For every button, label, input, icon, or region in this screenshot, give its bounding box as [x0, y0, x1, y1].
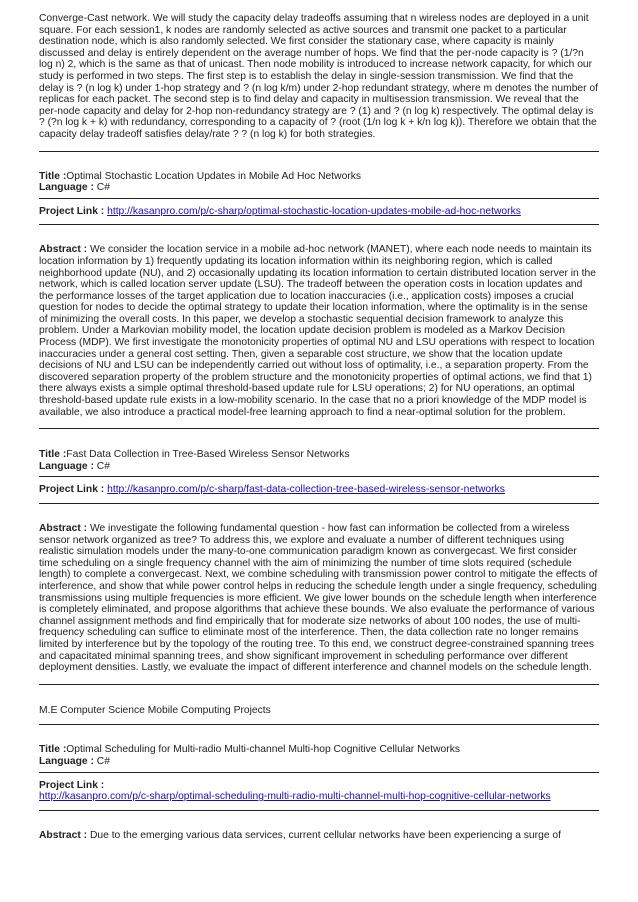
project-title: Optimal Scheduling for Multi-radio Multi-channel Multi-hop Cognitive Cellular Networks — [66, 744, 461, 756]
divider — [39, 224, 599, 225]
project-title-line — [39, 744, 599, 756]
abstract-label: Abstract : — [39, 829, 88, 841]
project-abstract — [39, 523, 599, 674]
project-title-line — [39, 449, 599, 461]
project-link-label: Project Link : — [39, 484, 105, 496]
project-abstract-text: We investigate the following fundamental question - how fast can information be collected from a wireless sensor network organized as tree? To address this, we explore and evaluate a number of different techniques using realistic simulation models under the many-to-one communication paradigm known as convergecast. We first consider time scheduling on a single frequency channel with the aim of minimizing the number of time slots required (schedule length) to complete a convergecast. Next, we combine scheduling with transmission power control to mitigate the effects of interference, and show that while power control helps in reducing the schedule length under a single frequency, scheduling transmissions using multiple frequencies is more efficient. We give lower bounds on the schedule length when interference is completely eliminated, and propose algorithms that achieve these bounds. We also evaluate the performance of various channel assignment methods and find empirically that for moderate size networks of about 100 nodes, the use of multi-frequency scheduling can suffice to eliminate most of the interference. Then, the data collection rate no longer remains limited by interference but by the topology of the routing tree. To this end, we construct degree-constrained spanning trees and capacitated minimal spanning trees, and show significant improvement in scheduling performance over different deployment densities. Lastly, we evaluate the impact of different interference and channel models on the schedule length. — [39, 523, 598, 674]
title-label: Title : — [39, 170, 67, 182]
project-language-line — [39, 461, 599, 473]
document-content — [39, 13, 599, 841]
abstract-label: Abstract : — [39, 523, 88, 534]
project-link-label: Project Link : — [39, 779, 105, 791]
title-label: Title : — [39, 449, 67, 461]
project-title-line — [39, 171, 599, 183]
project-language-line — [39, 756, 599, 768]
project-abstract-text: Due to the emerging various data services, current cellular networks have been experiencing a surge of — [89, 829, 561, 841]
project-link[interactable]: http://kasanpro.com/p/c-sharp/fast-data-collection-tree-based-wireless-sensor-networks — [107, 484, 505, 496]
divider — [39, 503, 599, 504]
title-label: Title : — [39, 744, 67, 756]
intro-abstract-text: Converge-Cast network. We will study the capacity delay tradeoffs assuming that n wireless nodes are deployed in a unit square. For each session1, k nodes are randomly selected as active sources and transmit one packet to a particular destination node, which is also randomly selected. We first consider the stationary case, where capacity is mainly discussed and delay is entirely dependent on the average number of hops. We find that the per-node capacity is ? (1/?n log n) 2, which is the same as that of unicast. Then node mobility is introduced to increase network capacity, for which our study is performed in two steps. The first step is to establish the delay in single-session transmission. We find that the delay is ? (n log k) under 1-hop strategy and ? (n log k/m) under 2-hop redundant strategy, where m denotes the number of replicas for each packet. The second step is to find delay and capacity in multisession transmission. We reveal that the per-node capacity and delay for 2-hop non-redundancy strategy are ? (1) and ? (n log k) respectively. The optimal delay is ? (?n log k + k) with redundancy, corresponding to a capacity of ? (root (1/n log k + k/n log k)). Therefore we obtain that the capacity delay tradeoff satisfies delay/rate ? ? (n log k) for both strategies. — [39, 13, 599, 140]
language-label: Language : — [39, 460, 94, 472]
project-language: C# — [96, 755, 110, 767]
project-entry — [39, 449, 599, 685]
divider — [39, 724, 599, 725]
divider — [39, 810, 599, 811]
abstract-label: Abstract : — [39, 244, 88, 256]
project-entry — [39, 171, 599, 430]
divider — [39, 772, 599, 773]
language-label: Language : — [39, 755, 94, 767]
project-language-line — [39, 182, 599, 194]
project-link-line — [39, 484, 599, 496]
divider — [39, 428, 599, 429]
project-link-line — [39, 791, 599, 803]
project-abstract — [39, 244, 599, 418]
project-language: C# — [96, 460, 110, 472]
language-label: Language : — [39, 182, 94, 194]
divider — [39, 684, 599, 685]
section-heading: M.E Computer Science Mobile Computing Projects — [39, 704, 271, 716]
project-link[interactable]: http://kasanpro.com/p/c-sharp/optimal-stochastic-location-updates-mobile-ad-hoc-networks — [107, 205, 521, 217]
project-title: Fast Data Collection in Tree-Based Wireless Sensor Networks — [66, 449, 350, 461]
divider — [39, 476, 599, 477]
divider — [39, 151, 599, 152]
divider — [39, 198, 599, 199]
project-abstract-text: We consider the location service in a mobile ad-hoc network (MANET), where each node needs to maintain its location information by 1) frequently updating its location information within its neighboring region, which is called neighborhood update (NU), and 2) occasionally updating its location information to certain distributed location server in the network, which is called location server update (LSU). The tradeoff between the operation costs in location updates and the performance losses of the target application due to location inaccuracies (i.e., application costs) imposes a crucial question for nodes to decide the optimal strategy to update their location information, where the optimality is in the sense of minimizing the overall costs. In this paper, we develop a stochastic sequential decision framework to analyze this problem. Under a Markovian mobility model, the location update decision problem is modeled as a Markov Decision Process (MDP). We first investigate the monotonicity properties of optimal NU and LSU operations with respect to location inaccuracies under a general cost setting. Then, given a separable cost structure, we show that the location update decisions of NU and LSU can be independently carried out without loss of optimality, i.e., a separation property. From the discovered separation property of the problem structure and the monotonicity properties of optimal actions, we find that 1) there always exists a simple optimal threshold-based update rule for LSU operations; 2) for NU operations, an optimal threshold-based update rule exists in a low-mobility scenario. In the case that no a priori knowledge of the MDP model is available, we also introduce a practical model-free learning approach to find a near-optimal solution for the problem. — [39, 244, 596, 418]
project-link-line — [39, 206, 599, 218]
project-title: Optimal Stochastic Location Updates in Mobile Ad Hoc Networks — [66, 170, 362, 182]
project-language: C# — [96, 182, 110, 194]
project-abstract — [39, 830, 599, 842]
project-link[interactable]: http://kasanpro.com/p/c-sharp/optimal-scheduling-multi-radio-multi-channel-multi-hop-cognitive-cellular-networks — [39, 791, 551, 803]
project-entry — [39, 744, 599, 841]
project-link-label: Project Link : — [39, 205, 105, 217]
